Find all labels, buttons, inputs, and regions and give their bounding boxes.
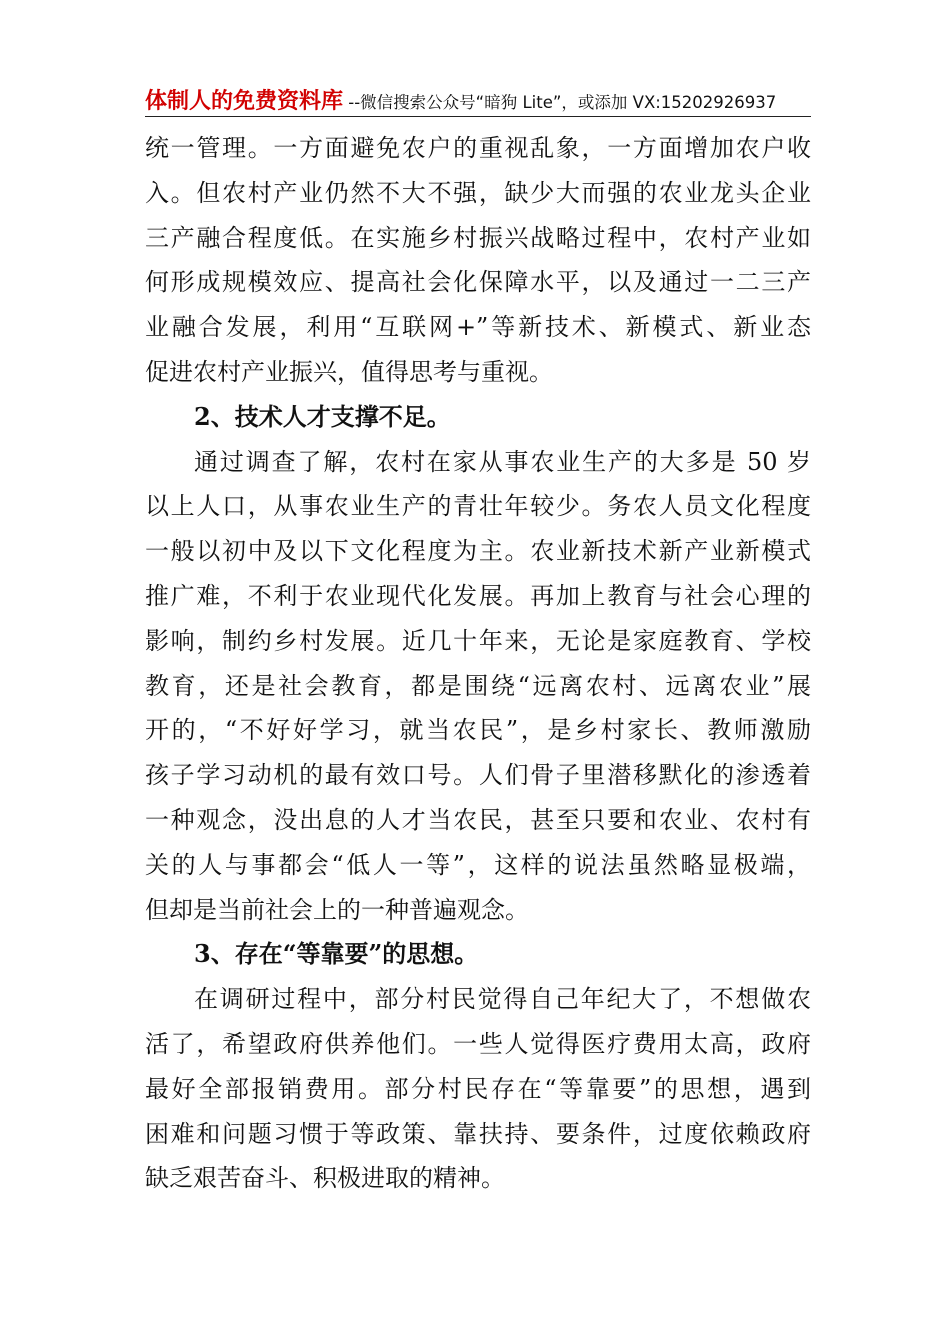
paragraph-3: [145, 977, 811, 1201]
header-divider: [145, 116, 811, 117]
text-line: 业融合发展，利用“互联网+”等新技术、新模式、新业态: [145, 313, 811, 342]
text-line: 困难和问题习惯于等政策、靠扶持、要条件，过度依赖政府: [145, 1119, 811, 1148]
text-line: 教育，还是社会教育，都是围绕“远离农村、远离农业”展: [145, 671, 811, 700]
text-line: 一种观念，没出息的人才当农民，甚至只要和农业、农村有: [145, 805, 811, 834]
section-heading-3: 3、存在“等靠要”的思想。: [194, 939, 479, 969]
text-line: 推广难，不利于农业现代化发展。再加上教育与社会心理的: [145, 581, 811, 610]
text-line: 促进农村产业振兴，值得思考与重视。: [145, 357, 553, 386]
text-line: 何形成规模效应、提高社会化保障水平，以及通过一二三产: [145, 268, 811, 297]
section-heading-2: 2、技术人才支撑不足。: [194, 401, 451, 431]
text-line: 关的人与事都会“低人一等”，这样的说法虽然略显极端，: [145, 850, 811, 879]
text-line: 孩子学习动机的最有效口号。人们骨子里潜移默化的渗透着: [145, 761, 811, 790]
text-line: 缺乏艰苦奋斗、积极进取的精神。: [145, 1164, 505, 1193]
text-line: 统一管理。一方面避免农户的重视乱象，一方面增加农户收: [145, 134, 811, 162]
text-line: 最好全部报销费用。部分村民存在“等靠要”的思想，遇到: [145, 1074, 811, 1103]
header-brand: 体制人的免费资料库: [145, 89, 344, 114]
text-line: 一般以初中及以下文化程度为主。农业新技术新产业新模式: [145, 537, 811, 566]
page-header: [145, 84, 811, 114]
text-line: 活了，希望政府供养他们。一些人觉得医疗费用太高，政府: [145, 1029, 811, 1058]
paragraph-1: [145, 126, 811, 395]
text-line: 影响，制约乡村发展。近几十年来，无论是家庭教育、学校: [145, 626, 811, 655]
text-line: 但却是当前社会上的一种普遍观念。: [145, 895, 529, 924]
text-line: 三产融合程度低。在实施乡村振兴战略过程中，农村产业如: [145, 223, 811, 252]
text-line: 入。但农村产业仍然不大不强，缺少大而强的农业龙头企业: [145, 178, 811, 207]
text-line: 开的，“不好好学习，就当农民”，是乡村家长、教师激励: [145, 716, 811, 745]
text-line: 以上人口，从事农业生产的青壮年较少。务农人员文化程度: [145, 492, 811, 521]
text-line: 通过调查了解，农村在家从事农业生产的大多是 50 岁: [194, 447, 811, 476]
text-line: 在调研过程中，部分村民觉得自己年纪大了，不想做农: [194, 985, 811, 1014]
paragraph-2: [145, 440, 811, 933]
header-contact: --微信搜索公众号“暗狗 Lite”，或添加 VX:15202926937: [343, 93, 777, 112]
document-body: [145, 126, 811, 1201]
